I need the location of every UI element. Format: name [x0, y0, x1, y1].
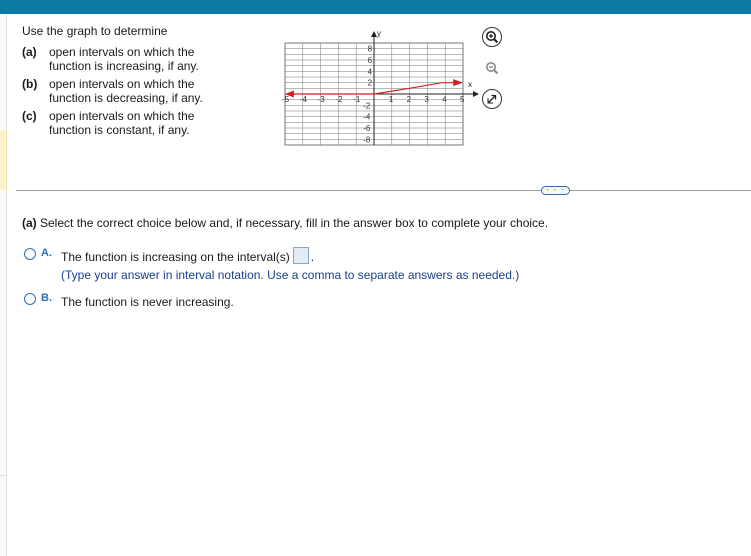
- x-tick-label: 5: [460, 95, 465, 104]
- x-tick-label: 4: [442, 95, 447, 104]
- x-tick-label: 2: [406, 95, 412, 104]
- choice-b-letter: B.: [41, 292, 52, 304]
- top-banner: [0, 0, 751, 14]
- graph-tools: [482, 27, 504, 120]
- zoom-out-icon: [485, 61, 499, 75]
- popout-button[interactable]: [482, 89, 502, 109]
- x-tick-label: -1: [353, 95, 361, 104]
- y-tick-label: 2: [367, 78, 373, 88]
- choice-b-radio[interactable]: [24, 293, 36, 305]
- question-intro: Use the graph to determine: [22, 24, 168, 38]
- question-part-letter: (c): [22, 108, 37, 123]
- function-graph[interactable]: [280, 26, 480, 150]
- choice-a-text-after: .: [310, 250, 315, 264]
- y-tick-label: -8: [363, 135, 371, 145]
- y-tick-label: -4: [363, 112, 371, 122]
- left-rail-divider: [0, 475, 7, 476]
- section-divider: [16, 190, 751, 191]
- x-tick-label: 1: [388, 95, 394, 104]
- question-part-text: open intervals on which the function is decreasing, if any.: [49, 76, 203, 105]
- y-tick-label: 8: [367, 44, 373, 54]
- answer-part-label: (a): [22, 216, 37, 230]
- popout-icon: [486, 93, 498, 105]
- x-tick-label: 3: [424, 95, 429, 104]
- question-part-c: [22, 109, 262, 138]
- zoom-out-button[interactable]: [482, 58, 502, 78]
- answer-prompt-text: Select the correct choice below and, if necessary, fill in the answer box to complete your choice.: [36, 216, 549, 230]
- question-part-a: [22, 45, 262, 74]
- question-part-letter: (b): [22, 76, 38, 91]
- y-axis-label: y: [377, 29, 381, 38]
- question-part-text: open intervals on which the function is increasing, if any.: [49, 44, 199, 73]
- interval-answer-box[interactable]: [293, 247, 309, 264]
- x-tick-label: -2: [335, 95, 343, 104]
- zoom-in-button[interactable]: [482, 27, 502, 47]
- choice-a-letter: A.: [41, 247, 52, 259]
- zoom-in-icon: [485, 30, 499, 44]
- choice-b-text: The function is never increasing.: [61, 295, 234, 309]
- question-part-letter: (a): [22, 44, 37, 59]
- choice-a-hint: (Type your answer in interval notation. Use a comma to separate answers as needed.): [61, 268, 520, 282]
- left-rail-tab[interactable]: [0, 130, 7, 190]
- x-tick-label: -3: [317, 95, 325, 104]
- x-axis-arrow: [473, 91, 479, 97]
- y-tick-label: -2: [363, 101, 371, 111]
- question-panel: [22, 24, 262, 141]
- choice-a-text-before: The function is increasing on the interval(s): [61, 250, 290, 264]
- x-axis-label: x: [468, 80, 472, 89]
- x-tick-label: -4: [299, 95, 307, 104]
- answer-prompt: [22, 216, 548, 230]
- more-button[interactable]: · · ·: [541, 186, 570, 195]
- question-part-text: open intervals on which the function is constant, if any.: [49, 108, 195, 137]
- y-tick-label: 6: [367, 56, 373, 65]
- choice-a-text: [61, 250, 314, 264]
- y-tick-label: 4: [367, 67, 373, 77]
- y-tick-label: -6: [363, 124, 371, 133]
- x-tick-label: -5: [282, 95, 290, 104]
- question-part-b: [22, 77, 262, 106]
- choice-a-radio[interactable]: [24, 248, 36, 260]
